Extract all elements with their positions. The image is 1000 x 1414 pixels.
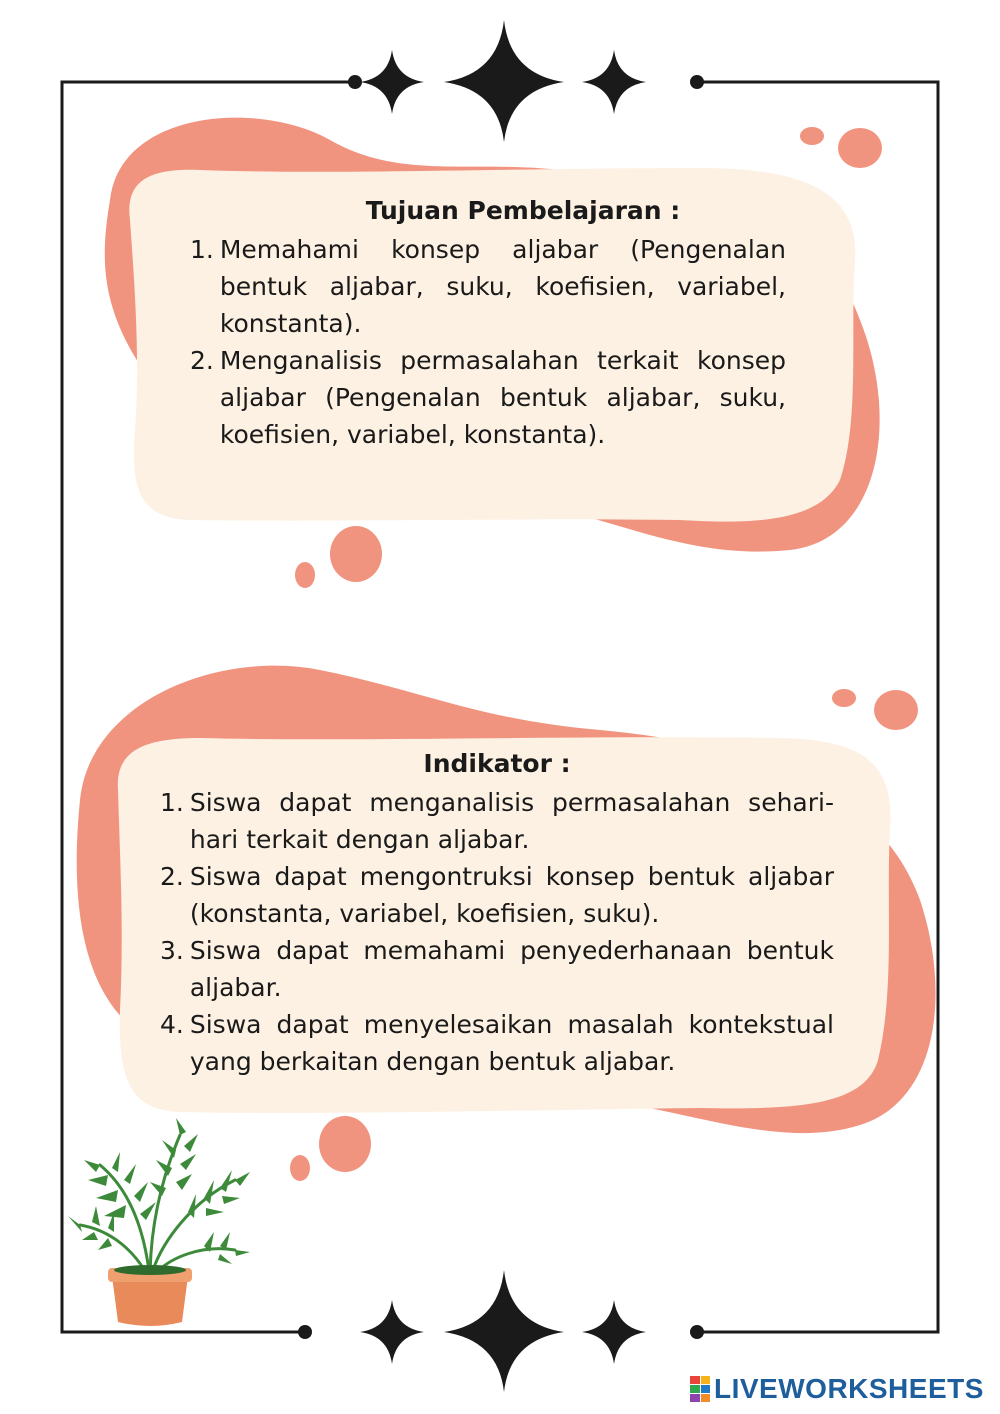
list-item-text: Siswa dapat menyelesaikan masalah kontekstual yang berkaitan dengan bentuk aljabar. — [189, 1010, 834, 1076]
list-item-number: 1. — [160, 788, 184, 817]
list-item — [160, 932, 834, 1006]
list-item-text: Siswa dapat memahami penyederhanaan bentuk aljabar. — [189, 936, 834, 1002]
indicators-list — [160, 784, 834, 1080]
objectives-card — [190, 192, 786, 453]
list-item — [160, 784, 834, 858]
four-point-star-icon — [360, 20, 646, 142]
list-item-text: Siswa dapat mengontruksi konsep bentuk aljabar (konstanta, variabel, koefisien, suku). — [189, 862, 834, 928]
list-item-number: 3. — [160, 936, 184, 965]
potted-palm-icon — [68, 1118, 250, 1326]
list-item — [160, 858, 834, 932]
list-item-text: Menganalisis permasalahan terkait konsep aljabar (Pengenalan bentuk aljabar, suku, koefisien, variabel, konstanta). — [219, 346, 786, 449]
list-item-text: Siswa dapat menganalisis permasalahan sehari-hari terkait dengan aljabar. — [189, 788, 834, 854]
plant-pot — [112, 1276, 188, 1326]
objectives-title: Tujuan Pembelajaran : — [365, 196, 681, 225]
list-item-number: 1. — [190, 235, 214, 264]
list-item-number: 4. — [160, 1010, 184, 1039]
indicators-title: Indikator : — [423, 749, 571, 778]
objectives-list — [190, 231, 786, 453]
list-item — [190, 342, 786, 453]
list-item — [190, 231, 786, 342]
indicators-card — [160, 745, 834, 1080]
four-point-star-icon — [360, 1270, 646, 1392]
brand-watermark[interactable] — [690, 1372, 990, 1406]
list-item-text: Memahami konsep aljabar (Pengenalan bentuk aljabar, suku, koefisien, variabel, konstanta). — [219, 235, 786, 338]
list-item — [160, 1006, 834, 1080]
liveworksheets-logo-icon — [690, 1376, 710, 1402]
list-item-number: 2. — [160, 862, 184, 891]
list-item-number: 2. — [190, 346, 214, 375]
brand-name: LIVEWORKSHEETS — [714, 1373, 984, 1404]
